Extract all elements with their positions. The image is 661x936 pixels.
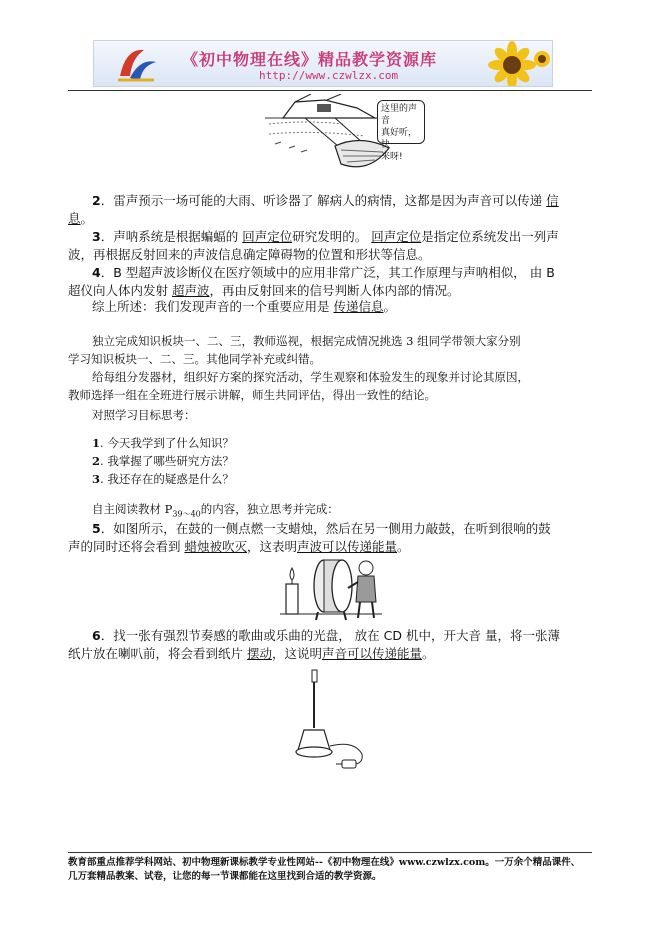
speech-bubble (377, 100, 425, 162)
q2-line-2 (68, 210, 592, 228)
header-url[interactable]: http://www.czwlzx.com (259, 69, 399, 82)
q2-blank-1b: 息 (68, 211, 81, 226)
q3-blank-2: 回声定位 (371, 229, 422, 244)
q6-text-4: 。 (422, 646, 435, 661)
q6-blank-2: 声音可以传递能量 (322, 646, 423, 661)
figure-boat-sonar (265, 94, 425, 176)
q6-line-2 (68, 645, 592, 663)
reading-text-1: 自主阅读教材 P (92, 502, 173, 516)
q5-blank-1: 蜡烛被吹灭 (184, 539, 247, 554)
reflect-item-1 (68, 434, 616, 452)
reflect-heading: 对照学习目标思考： (92, 408, 196, 422)
footer-line-1: 教育部重点推荐学科网站、初中物理新课标教学专业性网站--《初中物理在线》www.czwlzx.com。一万余个精品课件、 (68, 857, 581, 868)
q6-text-3: ，这说明 (272, 646, 323, 661)
reflect-item-2 (68, 452, 616, 470)
bubble-line-1: 这里的声音 (381, 104, 418, 126)
q3-number: 3 (92, 229, 101, 244)
q3-text-3: 是指定位系统发出一列声 (421, 229, 559, 244)
q5-text-2: 声的同时还将会看到 (68, 539, 185, 554)
q3-line-2: 波，再根据反射回来的声波信息确定障碍物的位置和形状等信息。 (68, 247, 431, 262)
q2-line-1 (68, 192, 616, 210)
teacher-line-1: 独立完成知识板块一、二、三，教师巡视，根据完成情况挑选 3 组同学带领大家分别 (92, 334, 521, 348)
q4-line-1 (68, 264, 616, 282)
summary-line (68, 298, 616, 316)
q5-text-1: ．如图所示，在鼓的一侧点燃一支蜡烛，然后在另一侧用力敲鼓，在听到很响的鼓 (100, 521, 551, 536)
q6-number: 6 (92, 628, 101, 643)
reflect-item-2-text: . 我掌握了哪些研究方法？ (100, 454, 234, 468)
teacher-line-2: 学习知识板块一、二、三。其他同学补充或纠错。 (68, 352, 321, 366)
q5-blank-2: 声波可以传递能量 (297, 539, 398, 554)
footer-line-2: 几万套精品教案、试卷，让您的每一节课都能在这里找到合适的教学资源。 (68, 871, 382, 882)
q6-text-1: ．找一张有强烈节奏感的歌曲或乐曲的光盘， 放在 CD 机中，开大音 量，将一张薄 (100, 628, 560, 643)
summary-text-1: 综上所述：我们发现声音的一个重要应用是 (92, 299, 334, 314)
q3-blank-1: 回声定位 (242, 229, 293, 244)
q5-text-3: ，这表明 (247, 539, 298, 554)
q6-line-1 (68, 627, 616, 645)
q2-text-1: ．雷声预示一场可能的大雨、听诊器了 解病人的病情，这都是因为声音可以传递 (100, 193, 547, 208)
q5-number: 5 (92, 521, 101, 536)
bubble-line-3: 来呀! (381, 152, 403, 162)
teacher-line-4: 教师选择一组在全班进行展示讲解，师生共同评估，得出一致性的结论。 (68, 388, 436, 402)
q4-text-3: ，再由反射回来的信号判断人体内部的情况。 (209, 283, 460, 298)
q3-line-1 (68, 228, 616, 246)
q3-text-1: ．声呐系统是根据蝙蝠的 (100, 229, 243, 244)
q4-blank-1: 超声波 (171, 283, 210, 298)
q6-blank-1: 摆动 (246, 646, 272, 661)
q2-text-2: 。 (80, 211, 94, 226)
speaker-drawing (292, 668, 376, 778)
candle-drum-drawing (278, 558, 384, 622)
summary-text-2: 。 (383, 299, 397, 314)
teacher-line-3: 给每组分发器材，组织好方案的探究活动，学生观察和体验发生的现象并讨论其原因， (92, 370, 529, 384)
q5-line-2 (68, 538, 592, 556)
header-divider (68, 90, 592, 91)
site-logo-icon (112, 44, 160, 84)
reflect-item-2-number: 2 (92, 454, 101, 468)
reading-pages: 39～40 (172, 509, 201, 519)
q3-text-2: 研究发明的。 (292, 229, 368, 244)
header-banner (93, 40, 553, 87)
q4-text-2: 超仪向人体内发射 (68, 283, 172, 298)
footer-divider (68, 852, 592, 853)
q4-number: 4 (92, 265, 101, 280)
bubble-line-2: 真好听，快 (381, 128, 418, 150)
reflect-item-3-number: 3 (92, 472, 101, 486)
reflect-item-3 (68, 470, 616, 488)
q2-number: 2 (92, 193, 101, 208)
q4-text-1: ．B 型超声波诊断仪在医疗领域中的应用非常广泛，其工作原理与声呐相似， 由 B (100, 265, 555, 280)
q2-blank-1a: 信 (546, 193, 559, 208)
figure-candle-drum (278, 558, 384, 622)
sunflower-icon (474, 41, 553, 87)
reflect-item-1-text: . 今天我学到了什么知识？ (100, 436, 234, 450)
summary-blank: 传递信息 (333, 299, 384, 314)
q5-line-1 (68, 520, 616, 538)
figure-speaker (292, 668, 376, 778)
reading-text-2: 的内容，独立思考并完成： (200, 502, 339, 516)
reflect-item-3-text: . 我还存在的疑惑是什么？ (100, 472, 234, 486)
q6-text-2: 纸片放在喇叭前，将会看到纸片 (68, 646, 247, 661)
header-title: 《初中物理在线》精品教学资源库 (182, 50, 438, 69)
q5-text-4: 。 (397, 539, 410, 554)
reflect-item-1-number: 1 (92, 436, 101, 450)
